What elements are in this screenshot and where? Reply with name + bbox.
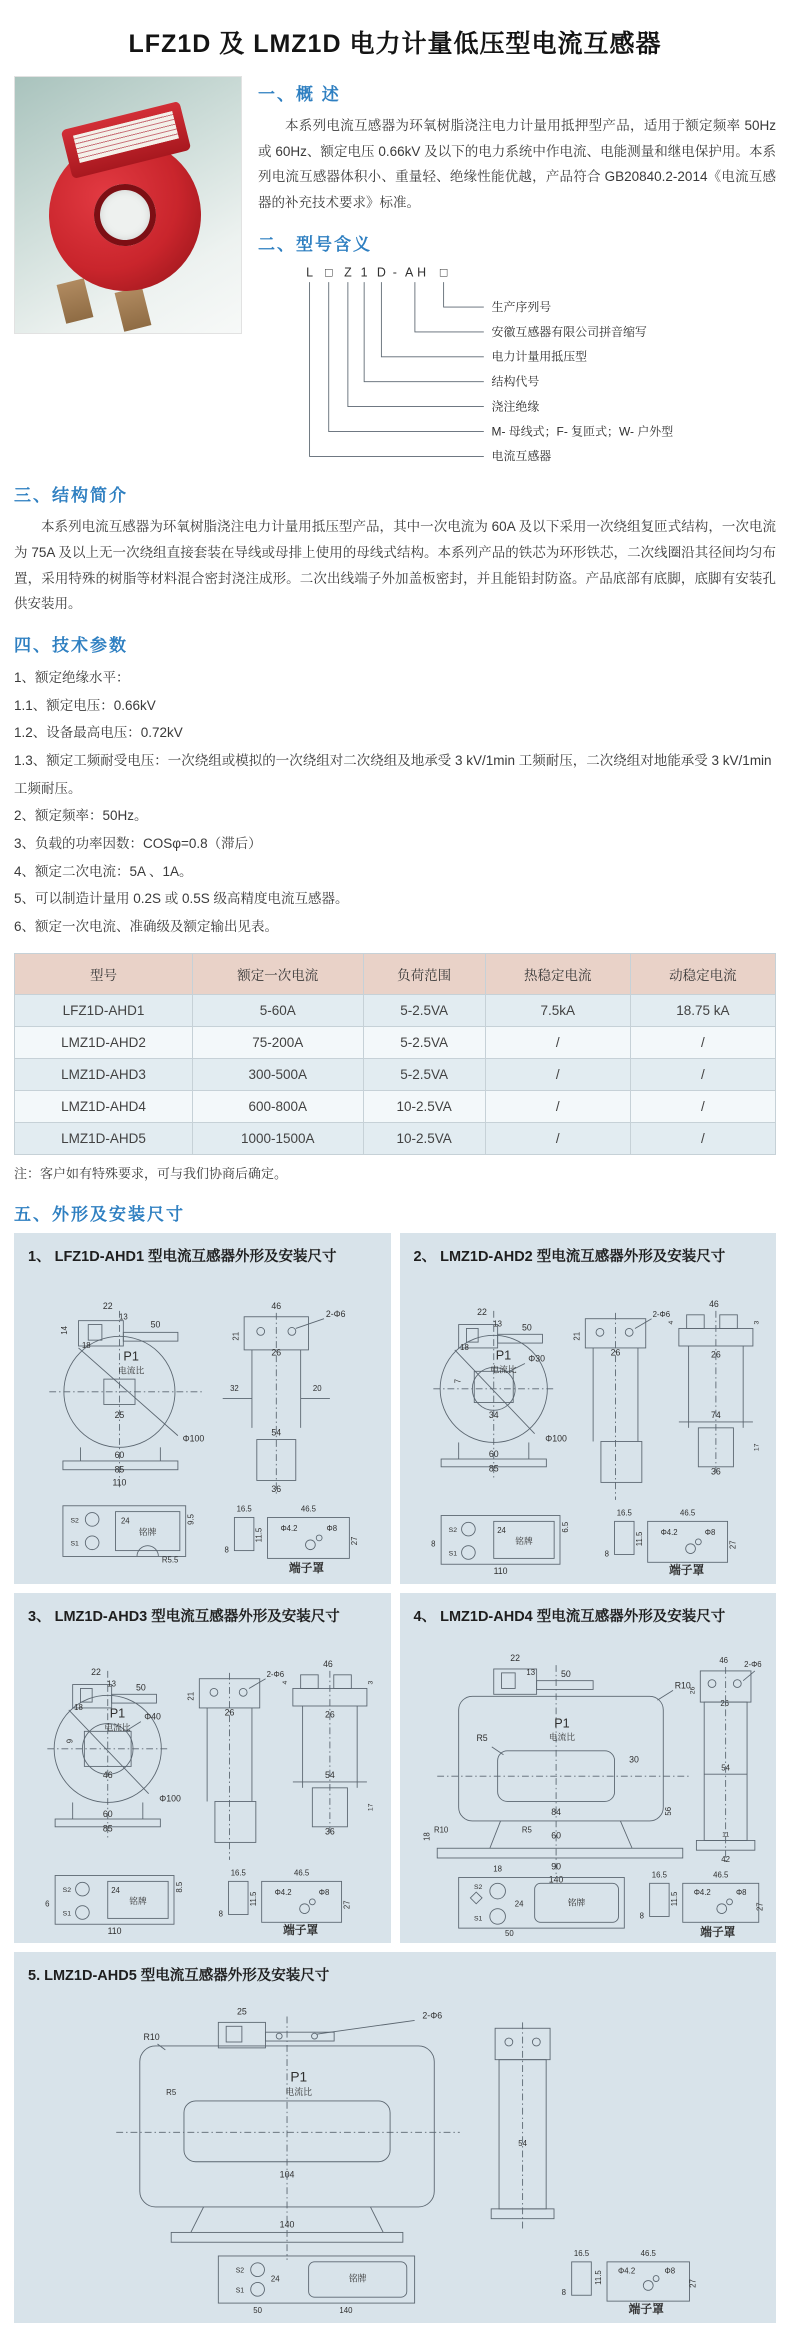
table-cell: / bbox=[485, 1026, 630, 1058]
svg-text:36: 36 bbox=[325, 1826, 335, 1837]
svg-text:32: 32 bbox=[230, 1383, 239, 1393]
svg-text:24: 24 bbox=[514, 1899, 523, 1909]
panel-title-ahd2: 2、 LMZ1D-AHD2 型电流互感器外形及安装尺寸 bbox=[413, 1248, 726, 1265]
svg-text:Φ4.2: Φ4.2 bbox=[660, 1527, 678, 1537]
svg-text:8: 8 bbox=[430, 1539, 435, 1549]
svg-text:27: 27 bbox=[688, 2279, 698, 2289]
svg-text:18: 18 bbox=[492, 1864, 502, 1874]
svg-text:46.5: 46.5 bbox=[640, 2249, 656, 2259]
svg-text:46: 46 bbox=[708, 1298, 719, 1309]
product-foot bbox=[57, 278, 94, 324]
svg-text:H: H bbox=[417, 264, 427, 279]
table-cell: / bbox=[630, 1058, 775, 1090]
dimension-drawing-ahd2 bbox=[408, 1270, 769, 1580]
svg-text:Φ30: Φ30 bbox=[527, 1353, 545, 1364]
svg-text:46.5: 46.5 bbox=[712, 1870, 728, 1880]
svg-text:P1: P1 bbox=[290, 2069, 308, 2085]
svg-text:3: 3 bbox=[367, 1680, 375, 1685]
table-cell: LMZ1D-AHD2 bbox=[15, 1026, 193, 1058]
table-header-cell: 型号 bbox=[15, 953, 193, 994]
svg-text:电流比: 电流比 bbox=[489, 1364, 517, 1375]
svg-text:90: 90 bbox=[550, 1861, 561, 1872]
svg-text:9.5: 9.5 bbox=[186, 1513, 196, 1525]
svg-text:16.5: 16.5 bbox=[236, 1504, 252, 1514]
svg-text:9: 9 bbox=[65, 1738, 75, 1743]
svg-text:Φ40: Φ40 bbox=[144, 1711, 161, 1722]
svg-text:21: 21 bbox=[231, 1331, 241, 1341]
svg-text:S1: S1 bbox=[235, 2287, 245, 2295]
param-item: 1、额定绝缘水平： bbox=[14, 670, 130, 686]
svg-text:18: 18 bbox=[81, 1340, 91, 1350]
table-header-cell: 动稳定电流 bbox=[630, 953, 775, 994]
svg-text:L: L bbox=[306, 264, 314, 279]
svg-text:24: 24 bbox=[120, 1516, 130, 1526]
svg-text:18: 18 bbox=[459, 1342, 469, 1352]
svg-text:54: 54 bbox=[325, 1769, 335, 1780]
svg-text:36: 36 bbox=[271, 1483, 282, 1494]
product-foot bbox=[115, 286, 152, 332]
svg-text:26: 26 bbox=[271, 1347, 282, 1358]
svg-text:Φ100: Φ100 bbox=[159, 1793, 181, 1804]
structure-paragraph: 本系列电流互感器为环氧树脂浇注电力计量用抵压型产品，其中一次电流为 60A 及以下采用一次绕组复匝式结构，一次电流为 75A 及以上无一次绕组直接套装在导线或母排上使用的母线式结构。本系列产品的铁芯为环形铁芯，二次线圈沿其径间均匀布置，采用特殊的树脂等材料混合密封浇注成形。二次出线端子外加盖板密封，并且能铅封防盗。产品底部有底脚，底脚有安装孔供安装用。 bbox=[14, 519, 776, 612]
table-cell: / bbox=[630, 1026, 775, 1058]
svg-text:电流比: 电流比 bbox=[548, 1731, 575, 1742]
section-heading-structure: 三、结构简介 bbox=[14, 486, 128, 506]
svg-text:21: 21 bbox=[571, 1331, 581, 1341]
table-cell: 75-200A bbox=[192, 1026, 363, 1058]
param-item: 1.2、设备最高电压：0.72kV bbox=[14, 725, 183, 741]
svg-text:56: 56 bbox=[663, 1806, 673, 1816]
svg-text:50: 50 bbox=[521, 1322, 532, 1333]
svg-text:Φ8: Φ8 bbox=[664, 2267, 676, 2277]
svg-text:Φ8: Φ8 bbox=[704, 1527, 715, 1537]
svg-text:2-Φ6: 2-Φ6 bbox=[266, 1669, 285, 1679]
dimension-drawing-ahd3 bbox=[22, 1630, 383, 1940]
svg-text:电流互感器: 电流互感器 bbox=[491, 448, 552, 463]
svg-text:22: 22 bbox=[509, 1652, 520, 1663]
svg-text:46.5: 46.5 bbox=[294, 1868, 310, 1878]
svg-text:电流比: 电流比 bbox=[118, 1365, 145, 1376]
svg-text:端子罩: 端子罩 bbox=[283, 1923, 319, 1937]
svg-text:S2: S2 bbox=[70, 1517, 79, 1525]
svg-text:26: 26 bbox=[710, 1349, 721, 1360]
page-title: LFZ1D 及 LMZ1D 电力计量低压型电流互感器 bbox=[128, 30, 662, 58]
svg-text:P1: P1 bbox=[109, 1706, 126, 1721]
svg-text:26: 26 bbox=[325, 1709, 335, 1720]
svg-text:Φ100: Φ100 bbox=[182, 1433, 205, 1444]
svg-text:50: 50 bbox=[136, 1681, 146, 1692]
svg-text:电流比: 电流比 bbox=[104, 1721, 131, 1732]
panel-title-ahd3: 3、 LMZ1D-AHD3 型电流互感器外形及安装尺寸 bbox=[28, 1608, 340, 1625]
drawing-panel-ahd5 bbox=[14, 1952, 776, 2323]
svg-text:46.5: 46.5 bbox=[300, 1504, 317, 1514]
ratings-table-head bbox=[15, 953, 776, 994]
svg-text:P1: P1 bbox=[495, 1348, 511, 1363]
svg-text:Φ100: Φ100 bbox=[544, 1433, 567, 1444]
svg-text:11: 11 bbox=[721, 1831, 729, 1839]
svg-text:16.5: 16.5 bbox=[651, 1870, 667, 1880]
table-row bbox=[15, 1122, 776, 1154]
svg-text:46: 46 bbox=[323, 1658, 333, 1669]
param-item: 5、可以制造计量用 0.2S 或 0.5S 级高精度电流互感器。 bbox=[14, 891, 349, 907]
top-section bbox=[14, 76, 776, 467]
svg-text:S1: S1 bbox=[62, 1910, 71, 1918]
params-list bbox=[14, 664, 776, 941]
svg-text:D: D bbox=[376, 264, 386, 279]
svg-text:54: 54 bbox=[518, 2139, 527, 2149]
svg-text:-: - bbox=[392, 264, 397, 279]
table-cell: 600-800A bbox=[192, 1090, 363, 1122]
svg-text:21: 21 bbox=[186, 1691, 196, 1701]
param-item: 6、额定一次电流、准确级及额定输出见表。 bbox=[14, 919, 279, 935]
svg-text:P1: P1 bbox=[123, 1349, 139, 1364]
svg-text:11.5: 11.5 bbox=[254, 1527, 264, 1543]
table-header-cell: 额定一次电流 bbox=[192, 953, 363, 994]
svg-text:36: 36 bbox=[710, 1466, 721, 1477]
svg-text:R10: R10 bbox=[143, 2032, 160, 2043]
ratings-table-body bbox=[15, 994, 776, 1154]
table-cell: 7.5kA bbox=[485, 994, 630, 1026]
table-cell: 10-2.5VA bbox=[363, 1122, 485, 1154]
svg-text:电流比: 电流比 bbox=[285, 2087, 313, 2098]
drawing-panel-ahd1 bbox=[14, 1233, 391, 1584]
svg-text:Φ4.2: Φ4.2 bbox=[618, 2267, 636, 2277]
overview-paragraph: 本系列电流互感器为环氧树脂浇注电力计量用抵押型产品，适用于额定频率 50Hz 或 60Hz、额定电压 0.66kV 及以下的电力系统中作电流、电能测量和继电保护用。本系列电流互感器体积小、重量轻、绝缘性能优越，产品符合 GB20840.2-2014《电流互感器的补充技术要求》标准。 bbox=[258, 118, 776, 210]
table-cell: 300-500A bbox=[192, 1058, 363, 1090]
ratings-table bbox=[14, 953, 776, 1155]
svg-text:M- 母线式；F- 复匝式；W- 户外型: M- 母线式；F- 复匝式；W- 户外型 bbox=[491, 423, 674, 438]
svg-text:2-Φ6: 2-Φ6 bbox=[652, 1309, 670, 1319]
svg-text:R5: R5 bbox=[166, 2088, 177, 2098]
table-header-cell: 负荷范围 bbox=[363, 953, 485, 994]
section-heading-overview: 一、概 述 bbox=[258, 85, 341, 104]
svg-text:30: 30 bbox=[628, 1754, 639, 1765]
table-cell: / bbox=[630, 1122, 775, 1154]
panel-title-ahd5: 5. LMZ1D-AHD5 型电流互感器外形及安装尺寸 bbox=[28, 1968, 330, 1985]
svg-text:□: □ bbox=[439, 264, 448, 279]
table-row bbox=[15, 1090, 776, 1122]
drawing-panel-ahd3 bbox=[14, 1593, 391, 1944]
svg-text:铭牌: 铭牌 bbox=[567, 1897, 585, 1908]
svg-text:S1: S1 bbox=[448, 1550, 457, 1558]
svg-text:S2: S2 bbox=[235, 2268, 245, 2276]
svg-text:24: 24 bbox=[270, 2274, 280, 2284]
svg-text:26: 26 bbox=[224, 1707, 235, 1718]
table-cell: 5-2.5VA bbox=[363, 994, 485, 1026]
svg-text:6: 6 bbox=[45, 1899, 50, 1909]
svg-text:22: 22 bbox=[476, 1306, 487, 1317]
svg-text:2-Φ6: 2-Φ6 bbox=[325, 1308, 346, 1319]
svg-text:27: 27 bbox=[342, 1899, 352, 1909]
svg-text:□: □ bbox=[324, 264, 333, 279]
dimension-drawing-ahd5 bbox=[22, 1989, 768, 2319]
param-item: 3、负载的功率因数：COSφ=0.8（滞后） bbox=[14, 836, 262, 852]
svg-text:60: 60 bbox=[114, 1449, 125, 1460]
svg-text:60: 60 bbox=[102, 1808, 113, 1819]
svg-text:50: 50 bbox=[560, 1668, 571, 1679]
svg-text:60: 60 bbox=[488, 1448, 499, 1459]
table-cell: 5-60A bbox=[192, 994, 363, 1026]
section-heading-model: 二、型号含义 bbox=[258, 234, 372, 254]
section-heading-dimensions: 五、外形及安装尺寸 bbox=[14, 1204, 185, 1224]
svg-text:85: 85 bbox=[102, 1823, 113, 1834]
table-cell: LMZ1D-AHD5 bbox=[15, 1122, 193, 1154]
svg-text:34: 34 bbox=[488, 1409, 499, 1420]
svg-text:46: 46 bbox=[718, 1655, 728, 1665]
svg-text:25: 25 bbox=[114, 1409, 125, 1420]
svg-text:27: 27 bbox=[755, 1901, 765, 1911]
table-header-row bbox=[15, 953, 776, 994]
svg-text:104: 104 bbox=[279, 2169, 295, 2180]
svg-text:铭牌: 铭牌 bbox=[129, 1895, 147, 1906]
svg-text:2-Φ6: 2-Φ6 bbox=[422, 2010, 443, 2021]
svg-text:13: 13 bbox=[107, 1679, 116, 1689]
svg-text:浇注绝缘: 浇注绝缘 bbox=[491, 399, 540, 414]
svg-text:铭牌: 铭牌 bbox=[514, 1535, 533, 1546]
svg-text:4: 4 bbox=[667, 1320, 675, 1325]
svg-text:Φ4.2: Φ4.2 bbox=[274, 1887, 292, 1897]
svg-text:60: 60 bbox=[550, 1830, 561, 1841]
svg-text:1: 1 bbox=[360, 264, 368, 279]
svg-text:84: 84 bbox=[550, 1806, 561, 1817]
svg-text:54: 54 bbox=[720, 1762, 730, 1772]
param-item: 2、额定频率：50Hz。 bbox=[14, 808, 148, 824]
drawing-panel-ahd4 bbox=[400, 1593, 777, 1944]
svg-text:85: 85 bbox=[488, 1463, 499, 1474]
svg-text:18: 18 bbox=[74, 1702, 83, 1712]
table-cell: / bbox=[485, 1058, 630, 1090]
svg-text:R10: R10 bbox=[433, 1825, 448, 1835]
table-cell: 5-2.5VA bbox=[363, 1026, 485, 1058]
svg-text:50: 50 bbox=[504, 1928, 514, 1938]
svg-text:18: 18 bbox=[421, 1831, 431, 1841]
svg-text:16.5: 16.5 bbox=[573, 2249, 590, 2259]
svg-text:安徽互感器有限公司拼音缩写: 安徽互感器有限公司拼音缩写 bbox=[491, 324, 647, 339]
svg-text:14: 14 bbox=[59, 1325, 69, 1335]
model-code-diagram bbox=[300, 263, 750, 468]
dimension-drawing-ahd1 bbox=[22, 1270, 383, 1580]
svg-text:端子罩: 端子罩 bbox=[628, 2303, 664, 2317]
svg-text:24: 24 bbox=[496, 1525, 506, 1535]
svg-text:17: 17 bbox=[753, 1443, 761, 1451]
svg-text:26: 26 bbox=[719, 1698, 729, 1708]
svg-text:生产序列号: 生产序列号 bbox=[491, 299, 552, 314]
table-cell: 1000-1500A bbox=[192, 1122, 363, 1154]
svg-text:P1: P1 bbox=[553, 1715, 570, 1730]
table-cell: / bbox=[485, 1122, 630, 1154]
svg-text:6.5: 6.5 bbox=[560, 1521, 570, 1533]
svg-text:4: 4 bbox=[282, 1680, 290, 1685]
table-note: 注：客户如有特殊要求，可与我们协商后确定。 bbox=[14, 1165, 288, 1181]
svg-text:42: 42 bbox=[720, 1854, 730, 1864]
svg-text:46.5: 46.5 bbox=[679, 1508, 695, 1518]
svg-text:13: 13 bbox=[492, 1319, 502, 1329]
svg-text:Φ8: Φ8 bbox=[318, 1887, 330, 1897]
svg-text:电力计量用抵压型: 电力计量用抵压型 bbox=[491, 349, 588, 364]
svg-text:7: 7 bbox=[453, 1378, 463, 1383]
table-header-cell: 热稳定电流 bbox=[485, 953, 630, 994]
svg-text:端子罩: 端子罩 bbox=[668, 1563, 704, 1577]
section-heading-params: 四、技术参数 bbox=[14, 636, 128, 656]
svg-text:2-Φ6: 2-Φ6 bbox=[743, 1659, 762, 1669]
svg-text:16.5: 16.5 bbox=[616, 1508, 632, 1518]
svg-text:Φ8: Φ8 bbox=[326, 1523, 338, 1533]
table-row bbox=[15, 1026, 776, 1058]
svg-text:Φ4.2: Φ4.2 bbox=[280, 1523, 298, 1533]
svg-text:140: 140 bbox=[548, 1873, 563, 1884]
svg-text:R5: R5 bbox=[521, 1825, 532, 1835]
svg-text:A: A bbox=[405, 264, 414, 279]
svg-text:S2: S2 bbox=[448, 1526, 457, 1534]
svg-text:11.5: 11.5 bbox=[248, 1891, 258, 1906]
svg-text:110: 110 bbox=[493, 1565, 508, 1576]
svg-text:17: 17 bbox=[367, 1803, 375, 1811]
table-cell: 18.75 kA bbox=[630, 994, 775, 1026]
table-cell: LMZ1D-AHD4 bbox=[15, 1090, 193, 1122]
svg-text:22: 22 bbox=[91, 1666, 101, 1677]
svg-text:Z: Z bbox=[344, 264, 352, 279]
svg-text:74: 74 bbox=[710, 1409, 721, 1420]
svg-text:16.5: 16.5 bbox=[230, 1868, 246, 1878]
table-cell: / bbox=[485, 1090, 630, 1122]
drawing-panel-ahd2 bbox=[400, 1233, 777, 1584]
svg-text:26: 26 bbox=[688, 1686, 696, 1694]
drawing-panels bbox=[14, 1233, 776, 2323]
svg-text:25: 25 bbox=[236, 2006, 247, 2017]
panel-title-ahd4: 4、 LMZ1D-AHD4 型电流互感器外形及安装尺寸 bbox=[413, 1608, 726, 1625]
svg-text:Φ4.2: Φ4.2 bbox=[693, 1887, 711, 1897]
svg-text:S2: S2 bbox=[473, 1883, 482, 1891]
param-item: 1.3、额定工频耐受电压：一次绕组或模拟的一次绕组对二次绕组及地承受 3 kV/1min 工频耐压，二次绕组对地能承受 3 kV/1min 工频耐压。 bbox=[14, 753, 772, 796]
svg-text:11.5: 11.5 bbox=[634, 1531, 644, 1546]
panel-title-ahd1: 1、 LFZ1D-AHD1 型电流互感器外形及安装尺寸 bbox=[28, 1248, 337, 1265]
svg-text:铭牌: 铭牌 bbox=[348, 2273, 367, 2284]
svg-text:26: 26 bbox=[610, 1347, 620, 1358]
svg-text:R5: R5 bbox=[475, 1732, 488, 1743]
svg-text:24: 24 bbox=[111, 1885, 120, 1895]
svg-text:3: 3 bbox=[753, 1320, 761, 1325]
table-row bbox=[15, 994, 776, 1026]
svg-text:铭牌: 铭牌 bbox=[138, 1526, 157, 1537]
svg-text:8: 8 bbox=[561, 2288, 567, 2298]
dimension-drawing-ahd4 bbox=[408, 1630, 769, 1940]
svg-text:110: 110 bbox=[107, 1925, 122, 1936]
svg-text:140: 140 bbox=[339, 2306, 353, 2316]
svg-text:50: 50 bbox=[150, 1319, 161, 1330]
svg-text:8: 8 bbox=[218, 1909, 223, 1919]
svg-text:8: 8 bbox=[224, 1545, 229, 1555]
table-cell: / bbox=[630, 1090, 775, 1122]
svg-text:27: 27 bbox=[727, 1540, 737, 1549]
svg-text:13: 13 bbox=[525, 1667, 535, 1677]
svg-text:46: 46 bbox=[271, 1300, 282, 1311]
intro-column bbox=[258, 76, 776, 467]
svg-text:S2: S2 bbox=[62, 1886, 71, 1894]
svg-text:结构代号: 结构代号 bbox=[491, 374, 540, 389]
svg-text:11.5: 11.5 bbox=[669, 1891, 679, 1906]
product-photo bbox=[14, 76, 242, 334]
svg-text:11.5: 11.5 bbox=[594, 2270, 604, 2286]
table-cell: 5-2.5VA bbox=[363, 1058, 485, 1090]
table-cell: 10-2.5VA bbox=[363, 1090, 485, 1122]
svg-text:85: 85 bbox=[114, 1464, 125, 1475]
svg-text:8: 8 bbox=[639, 1910, 644, 1920]
svg-text:50: 50 bbox=[253, 2306, 262, 2316]
svg-text:140: 140 bbox=[279, 2219, 295, 2230]
svg-text:R10: R10 bbox=[674, 1680, 691, 1691]
svg-text:27: 27 bbox=[350, 1536, 360, 1545]
svg-text:54: 54 bbox=[271, 1427, 282, 1438]
table-row bbox=[15, 1058, 776, 1090]
transformer-hole bbox=[87, 177, 162, 252]
param-item: 4、额定二次电流：5A 、1A。 bbox=[14, 863, 193, 879]
param-item: 1.1、额定电压：0.66kV bbox=[14, 697, 156, 713]
svg-text:S1: S1 bbox=[70, 1540, 79, 1548]
svg-text:20: 20 bbox=[312, 1383, 322, 1393]
svg-text:端子罩: 端子罩 bbox=[288, 1561, 325, 1575]
table-cell: LFZ1D-AHD1 bbox=[15, 994, 193, 1026]
svg-text:46: 46 bbox=[102, 1769, 113, 1780]
svg-text:R5.5: R5.5 bbox=[161, 1555, 179, 1565]
svg-text:22: 22 bbox=[102, 1300, 113, 1311]
svg-text:端子罩: 端子罩 bbox=[699, 1925, 735, 1939]
table-cell: LMZ1D-AHD3 bbox=[15, 1058, 193, 1090]
svg-text:8: 8 bbox=[604, 1549, 609, 1559]
svg-text:110: 110 bbox=[112, 1477, 127, 1488]
svg-text:Φ8: Φ8 bbox=[735, 1887, 746, 1897]
svg-text:13: 13 bbox=[119, 1312, 128, 1322]
svg-text:8.5: 8.5 bbox=[174, 1881, 184, 1893]
svg-text:S1: S1 bbox=[473, 1914, 482, 1922]
